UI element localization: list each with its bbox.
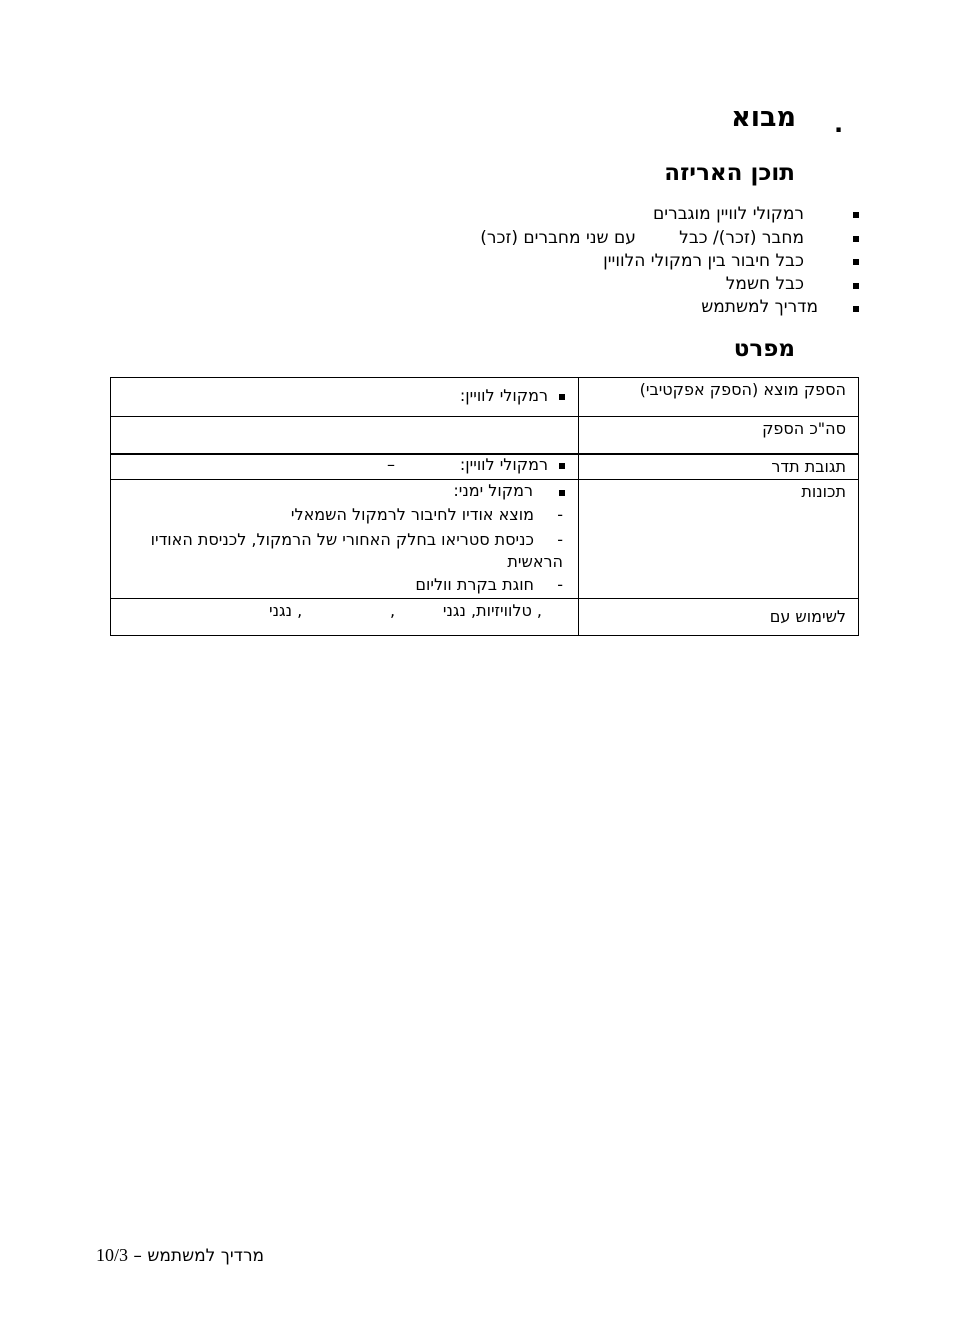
table-row [111, 417, 859, 454]
spec-label: תגובת תדר [579, 454, 859, 480]
list-item-text: כבל חשמל [725, 274, 804, 294]
spec-sub-item: מוצא אודיו לחיבור לרמקול השמאלי [290, 504, 534, 524]
spec-value-text: , [390, 600, 396, 620]
dash-icon: - [557, 529, 563, 549]
table-row [111, 598, 859, 635]
spec-value-text: , נגני [269, 600, 303, 620]
bullet-icon [853, 259, 859, 265]
spec-value [111, 598, 579, 635]
spec-label: סה"כ הספק [579, 417, 859, 454]
spec-label: הספק מוצא (הספק אפקטיבי) [579, 378, 859, 417]
spec-value [111, 378, 579, 417]
list-item-text: רמקולי לוויין מוגברים [653, 204, 804, 224]
spec-value-text: רמקולי לוויין: [459, 454, 548, 474]
package-title: תוכן האריזה [664, 160, 795, 186]
page-number: 10/3 [96, 1245, 129, 1265]
spec-sub-item: כניסת סטריאו בחלק האחורי של הרמקול, לכניסת האודיו [150, 529, 534, 549]
list-item-text: כבל חיבור בין רמקולי הלוויין [603, 251, 804, 271]
list-item-text: מדריך למשתמש [701, 297, 818, 317]
spec-sub-item: חוגת בקרת ווליום [415, 574, 534, 594]
bullet-icon [853, 283, 859, 289]
spec-label: תכונות [579, 479, 859, 598]
spec-value-text: רמקול ימני: [453, 480, 533, 500]
spec-value-dash: – [387, 454, 395, 474]
page-title: מבוא [731, 102, 796, 133]
bullet-icon [559, 463, 565, 469]
bullet-icon [559, 394, 565, 400]
bullet-icon [853, 306, 859, 312]
bullet-icon [559, 490, 565, 496]
dash-icon: - [557, 504, 563, 524]
page-footer [96, 1245, 264, 1266]
table-row [111, 378, 859, 417]
spec-value-text: , טלוויזיות, נגני [442, 600, 542, 620]
spec-value [111, 417, 579, 454]
bullet-icon [853, 236, 859, 242]
footer-text: מרדיך למשתמש [147, 1246, 265, 1266]
list-item-text: מחבר (זכר)/ כבל עם שני מחברים (זכר) [480, 228, 804, 248]
spec-value [111, 454, 579, 480]
dash-icon: - [557, 574, 563, 594]
spec-value [111, 479, 579, 598]
spec-label: לשימוש עם [579, 598, 859, 635]
table-row [111, 479, 859, 598]
spec-table [110, 377, 859, 636]
bullet-icon [853, 212, 859, 218]
spec-title: מפרט [733, 336, 795, 362]
spec-value-text: רמקולי לוויין: [459, 386, 548, 405]
heading-number-dot: . [834, 110, 844, 138]
table-row [111, 454, 859, 480]
footer-separator: – [133, 1246, 142, 1266]
spec-sub-item: הראשית [507, 551, 563, 571]
